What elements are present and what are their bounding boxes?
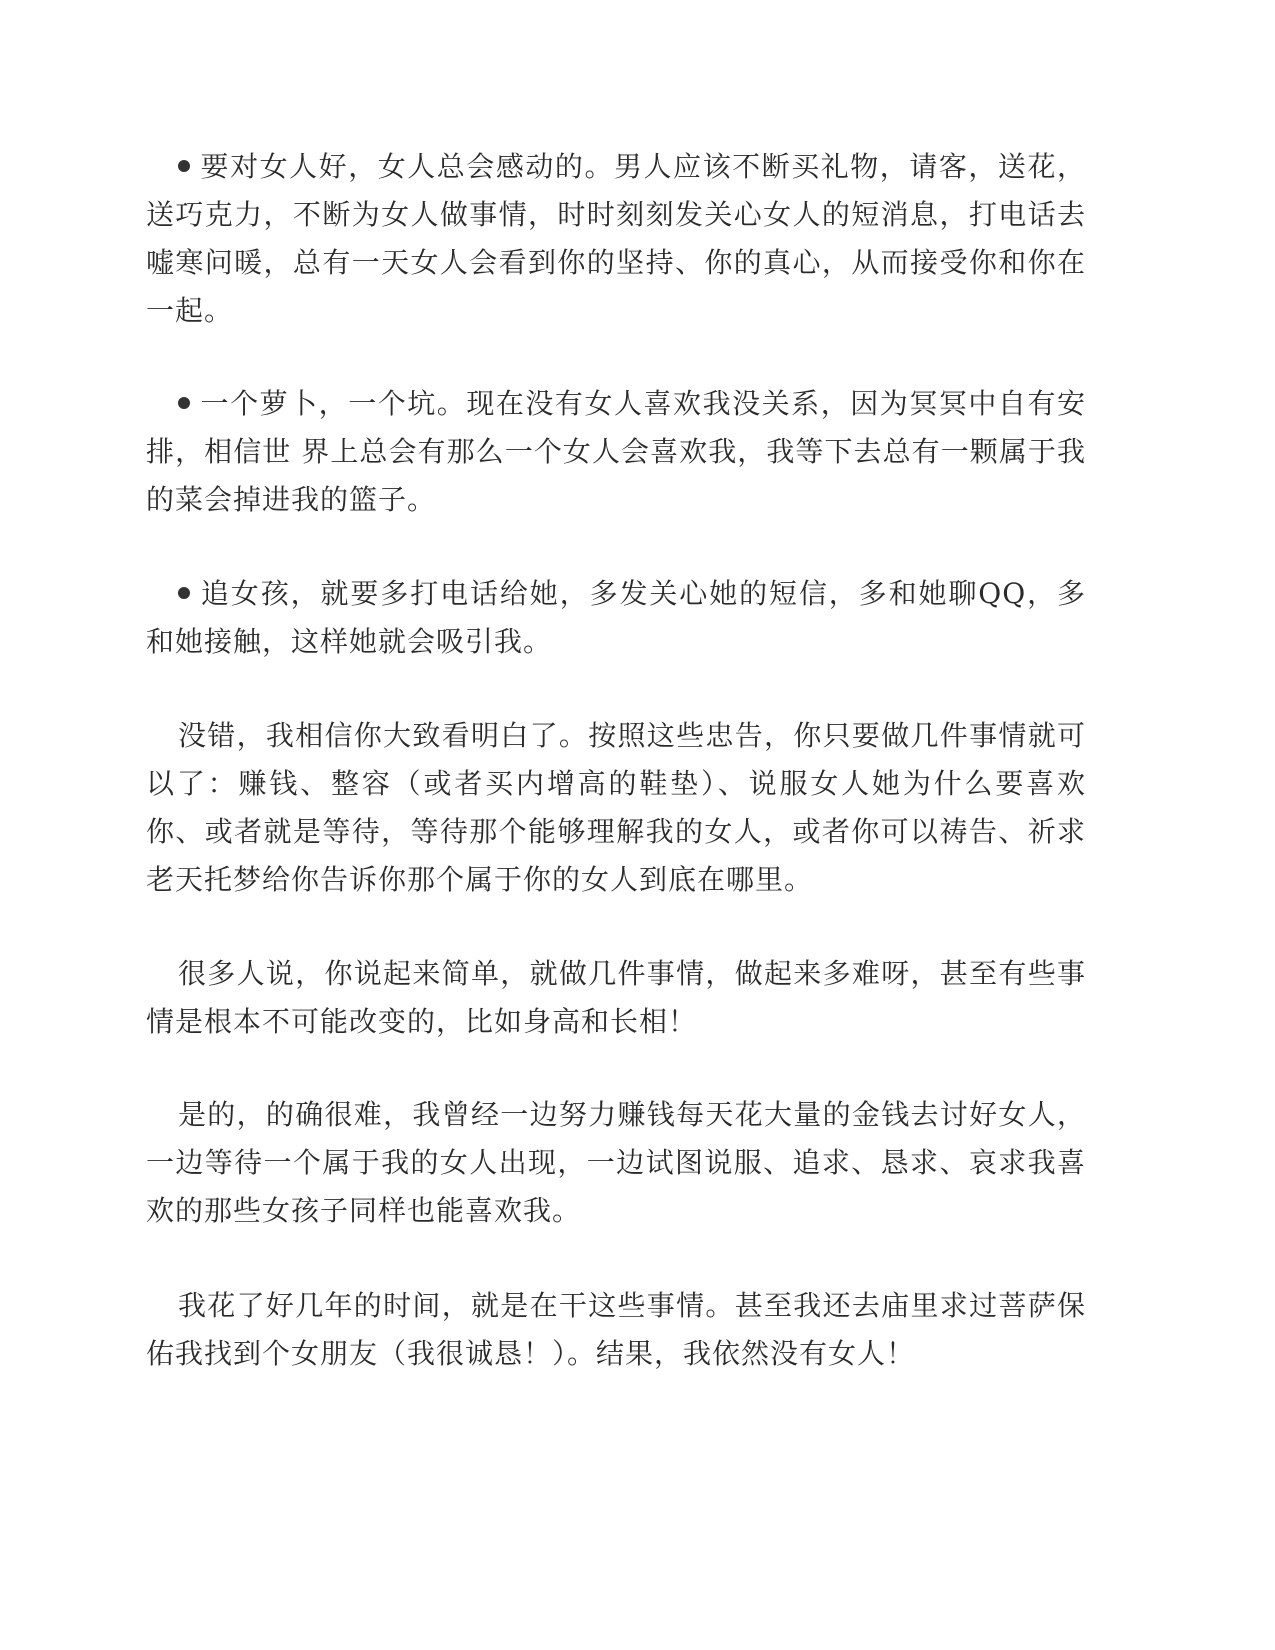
paragraph-text: 追女孩，就要多打电话给她，多发关心她的短信，多和她聊QQ，多和她接触，这样她就会吸引我。 [146, 577, 1086, 658]
bullet-paragraph [146, 380, 1086, 524]
paragraph: 没错，我相信你大致看明白了。按照这些忠告，你只要做几件事情就可以了：赚钱、整容（或者买内增高的鞋垫）、说服女人她为什么要喜欢你、或者就是等待，等待那个能够理解我的女人，或者你可以祷告、祈求老天托梦给你告诉你那个属于你的女人到底在哪里。 [146, 719, 1086, 896]
paragraph-text: 一个萝卜，一个坑。现在没有女人喜欢我没关系，因为冥冥中自有安排，相信世 界上总会有那么一个女人会喜欢我，我等下去总有一颗属于我的菜会掉进我的篮子。 [146, 387, 1086, 516]
paragraph: 我花了好几年的时间，就是在干这些事情。甚至我还去庙里求过菩萨保佑我找到个女朋友（我很诚恳！）。结果，我依然没有女人！ [146, 1289, 1086, 1370]
bullet-icon [178, 397, 190, 409]
bullet-icon [178, 160, 190, 172]
bullet-icon [178, 587, 190, 599]
paragraph: 很多人说，你说起来简单，就做几件事情，做起来多难呀，甚至有些事情是根本不可能改变的，比如身高和长相！ [146, 957, 1086, 1038]
paragraph: 是的，的确很难，我曾经一边努力赚钱每天花大量的金钱去讨好女人，一边等待一个属于我的女人出现，一边试图说服、追求、恳求、哀求我喜欢的那些女孩子同样也能喜欢我。 [146, 1098, 1086, 1227]
bullet-paragraph [146, 143, 1086, 335]
paragraph-text: 要对女人好，女人总会感动的。男人应该不断买礼物，请客，送花，送巧克力，不断为女人做事情，时时刻刻发关心女人的短消息，打电话去嘘寒问暖，总有一天女人会看到你的坚持、你的真心，从而接受你和你在一起。 [146, 150, 1086, 327]
bullet-paragraph [146, 570, 1086, 666]
